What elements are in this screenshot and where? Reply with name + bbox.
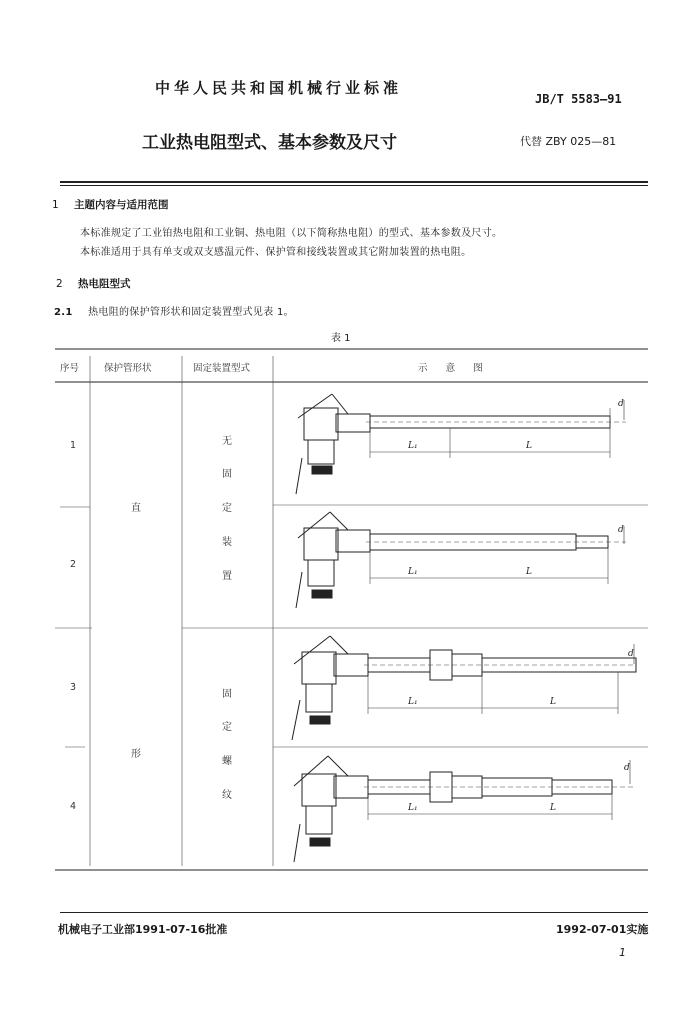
section-1-paragraph-2: 本标准适用于具有单支或双支感温元件、保护管和接线装置或其它附加装置的热电阻。 — [80, 247, 472, 258]
diagram-row-3 — [288, 630, 638, 746]
cable-gland — [308, 560, 334, 586]
row-number-2: 2 — [70, 559, 77, 570]
lead-wire — [292, 700, 300, 740]
cable-gland — [306, 684, 332, 712]
gland-nut — [310, 838, 330, 846]
replaces-standard: 代替 ZBY 025—81 — [520, 135, 617, 148]
dim-label-d: d — [618, 525, 624, 535]
section-1-title: 主题内容与适用范围 — [74, 199, 169, 211]
row-number-3: 3 — [70, 682, 77, 693]
dim-label-d: d — [618, 399, 624, 409]
head-cover — [294, 636, 330, 664]
tube-shape-char-2: 形 — [131, 749, 141, 760]
fixing-g2-char-3: 螺 — [222, 756, 232, 767]
head-cover-edge — [330, 512, 348, 530]
terminal-head — [302, 774, 336, 806]
section-2-1-text: 热电阻的保护管形状和固定装置型式见表 1。 — [88, 307, 294, 318]
approval-date: 机械电子工业部1991-07-16批准 — [58, 923, 228, 936]
diagram-row-2 — [290, 508, 635, 620]
standard-number: JB/T 5583—91 — [535, 92, 622, 106]
head-cover — [294, 756, 328, 786]
table-1-label: 表 1 — [331, 333, 351, 344]
tube-shape-char-1: 直 — [131, 503, 141, 514]
fixing-g2-char-2: 定 — [222, 722, 232, 733]
gland-nut — [312, 590, 332, 598]
diagram-row-4 — [288, 750, 638, 866]
issuing-organization: 中华人民共和国机械行业标准 — [155, 79, 403, 97]
terminal-head — [302, 652, 336, 684]
footer-rule — [60, 912, 648, 913]
fixing-g1-char-4: 装 — [222, 537, 232, 548]
head-body — [336, 414, 370, 432]
header-tube-shape: 保护管形状 — [104, 363, 152, 374]
head-cover-edge — [330, 636, 348, 654]
dim-label-l: L — [550, 803, 556, 813]
lead-wire — [296, 572, 302, 608]
dim-label-l: L — [550, 697, 556, 707]
fixing-g1-char-1: 无 — [222, 436, 232, 447]
lead-wire — [296, 458, 302, 494]
dim-label-d: d — [628, 649, 634, 659]
terminal-head — [304, 408, 338, 440]
dim-label-l1: L₁ — [408, 567, 418, 577]
diagram-row-1 — [290, 388, 635, 500]
header-diagram: 示 意 图 — [418, 363, 483, 374]
dim-label-l1: L₁ — [408, 441, 418, 451]
head-cover-edge — [328, 756, 348, 776]
gland-nut — [310, 716, 330, 724]
effective-date: 1992-07-01实施 — [556, 923, 649, 936]
lead-wire — [294, 824, 300, 862]
section-2-1-number: 2.1 — [54, 307, 73, 318]
gland-nut — [312, 466, 332, 474]
page-number: 1 — [619, 946, 626, 959]
terminal-head — [304, 528, 338, 560]
section-2-title: 热电阻型式 — [78, 278, 131, 290]
header-seq: 序号 — [60, 363, 80, 374]
head-cover-edge — [332, 394, 348, 414]
fixing-g1-char-3: 定 — [222, 503, 232, 514]
head-cover — [298, 394, 332, 418]
fixing-g2-char-1: 固 — [222, 689, 232, 700]
head-cover — [298, 512, 330, 538]
section-1-number: 1 — [52, 199, 59, 211]
dim-label-d: d — [624, 763, 630, 773]
dim-label-l1: L₁ — [408, 697, 418, 707]
section-2-number: 2 — [56, 278, 63, 290]
head-body — [336, 530, 370, 552]
dim-label-l: L — [526, 567, 532, 577]
row-number-4: 4 — [70, 801, 77, 812]
cable-gland — [308, 440, 334, 464]
cable-gland — [306, 806, 332, 834]
fixing-g1-char-2: 固 — [222, 469, 232, 480]
head-body — [334, 776, 368, 798]
document-title: 工业热电阻型式、基本参数及尺寸 — [142, 133, 397, 153]
fixing-g1-char-5: 置 — [222, 571, 232, 582]
dim-label-l: L — [526, 441, 532, 451]
dim-label-l1: L₁ — [408, 803, 418, 813]
row-number-1: 1 — [70, 440, 77, 451]
head-body — [334, 654, 368, 676]
header-fixing: 固定装置型式 — [193, 363, 251, 374]
fixing-g2-char-4: 纹 — [222, 790, 232, 801]
section-1-paragraph-1: 本标准规定了工业铂热电阻和工业铜、热电阻（以下简称热电阻）的型式、基本参数及尺寸。 — [80, 228, 503, 239]
